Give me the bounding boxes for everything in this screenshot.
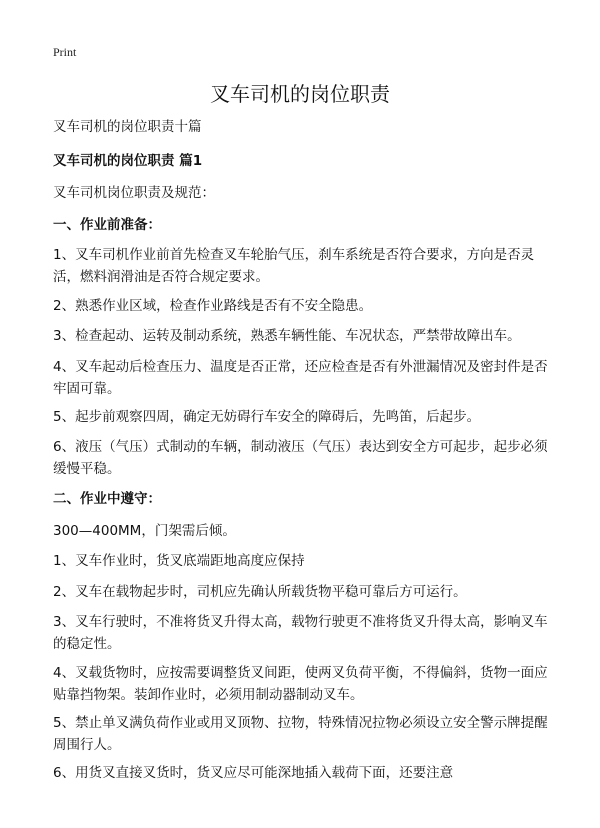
operation-note: 300—400MM，门架需后倾。 xyxy=(53,523,236,539)
print-link[interactable]: Print xyxy=(53,45,77,59)
heading-preparation: 一、作业前准备： xyxy=(53,217,161,233)
heading-operation: 二、作业中遵守： xyxy=(53,491,161,507)
list-item: 5、起步前观察四周，确定无妨碍行车安全的障碍后，先鸣笛，后起步。 xyxy=(53,409,481,425)
list-item: 6、用货叉直接叉货时，货叉应尽可能深地插入载荷下面，还要注意 xyxy=(53,765,454,781)
list-item: 1、叉车作业时，货叉底端距地高度应保持 xyxy=(53,553,305,569)
document-subtitle: 叉车司机的岗位职责十篇 xyxy=(53,119,202,135)
list-item: 2、叉车在载物起步时，司机应先确认所载货物平稳可靠后方可运行。 xyxy=(53,584,467,600)
list-item: 4、叉载货物时，应按需要调整货叉间距，使两叉负荷平衡，不得偏斜，货物一面应贴靠挡物架。装卸作业时，必须用制动器制动叉车。 xyxy=(53,665,548,703)
list-item: 4、叉车起动后检查压力、温度是否正常，还应检查是否有外泄漏情况及密封件是否牢固可靠。 xyxy=(53,359,548,397)
list-item: 2、熟悉作业区域，检查作业路线是否有不安全隐患。 xyxy=(53,298,373,314)
list-item: 3、检查起动、运转及制动系统，熟悉车辆性能、车况状态，严禁带故障出车。 xyxy=(53,328,521,344)
section-title: 叉车司机的岗位职责 篇1 xyxy=(53,153,203,169)
list-item: 1、叉车司机作业前首先检查叉车轮胎气压，刹车系统是否符合要求，方向是否灵活，燃料润滑油是否符合规定要求。 xyxy=(53,247,535,285)
intro-text: 叉车司机岗位职责及规范： xyxy=(53,185,215,201)
list-item: 3、叉车行驶时，不准将货叉升得太高，载物行驶更不准将货叉升得太高，影响叉车的稳定性。 xyxy=(53,614,548,652)
list-item: 6、液压（气压）式制动的车辆，制动液压（气压）表达到安全方可起步，起步必须缓慢平稳。 xyxy=(53,439,548,477)
list-item: 5、禁止单叉满负荷作业或用叉顶物、拉物，特殊情况拉物必须设立安全警示牌提醒周围行人。 xyxy=(53,715,548,753)
page-title: 叉车司机的岗位职责 xyxy=(210,82,390,106)
